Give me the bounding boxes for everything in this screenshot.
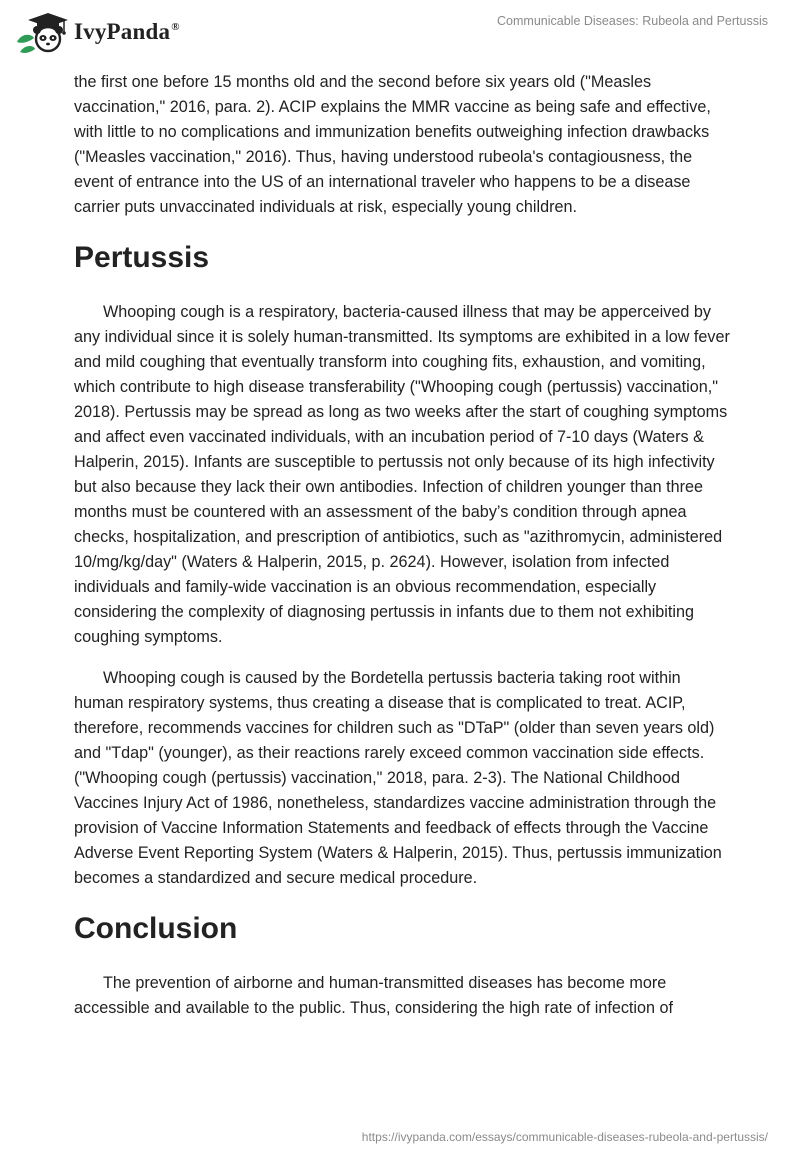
intro-paragraph: the first one before 15 months old and the second before six years old ("Measles vaccination," 2016, para. 2). ACIP explains the MMR vaccine as being safe and effective, with little to no complications and immunization benefits outweighing infection drawbacks ("Measles vaccination," 2016). Thus, having understood rubeola's contagiousness, the event of entrance into the US of an international traveler who happens to be a disease carrier puts unvaccinated individuals at risk, especially young children. [74,73,711,216]
page-header [0,0,800,60]
brand-name: IvyPanda® [74,19,180,44]
registered-mark: ® [171,21,180,34]
panda-graduate-icon [14,10,70,54]
document-title: Communicable Diseases: Rubeola and Pertussis [497,14,768,28]
section-heading-pertussis: Pertussis [74,241,210,274]
essay-content [74,70,730,1037]
pertussis-paragraph-1: Whooping cough is a respiratory, bacteria-caused illness that may be apperceived by any individual since it is solely human-transmitted. Its symptoms are exhibited in a low fever and mild coughing that eventually transform into coughing fits, exhaustion, and vomiting, which contribute to high disease transferability ("Whooping cough (pertussis) vaccination," 2018). Pertussis may be spread as long as two weeks after the start of coughing symptoms and affect even vaccinated individuals, with an incubation period of 7-10 days (Waters & Halperin, 2015). Infants are susceptible to pertussis not only because of its high infectivity but also because they lack their own antibodies. Infection of children younger than three months must be countered with an assessment of the baby’s condition through apnea checks, hospitalization, and prescription of antibiotics, such as "azithromycin, administered 10/mg/kg/day" (Waters & Halperin, 2015, p. 2624). However, isolation from infected individuals and family-wide vaccination is an obvious recommendation, especially considering the complexity of diagnosing pertussis in infants due to them not exhibiting coughing symptoms. [74,303,730,646]
ivypanda-logo[interactable] [14,10,180,54]
source-url[interactable]: https://ivypanda.com/essays/communicable-diseases-rubeola-and-pertussis/ [361,1130,768,1144]
conclusion-paragraph: The prevention of airborne and human-transmitted diseases has become more accessible and available to the public. Thus, considering the high rate of infection of [74,974,674,1017]
pertussis-paragraph-2: Whooping cough is caused by the Bordetella pertussis bacteria taking root within human respiratory systems, thus creating a disease that is complicated to treat. ACIP, therefore, recommends vaccines for children such as "DTaP" (older than seven years old) and "Tdap" (younger), as their reactions rarely exceed common vaccination side effects. ("Whooping cough (pertussis) vaccination," 2018, para. 2-3). The National Childhood Vaccines Injury Act of 1986, nonetheless, standardizes vaccine administration through the provision of Vaccine Information Statements and feedback of effects through the Vaccine Adverse Event Reporting System (Waters & Halperin, 2015). Thus, pertussis immunization becomes a standardized and secure medical procedure. [74,669,722,887]
section-heading-conclusion: Conclusion [74,912,238,945]
